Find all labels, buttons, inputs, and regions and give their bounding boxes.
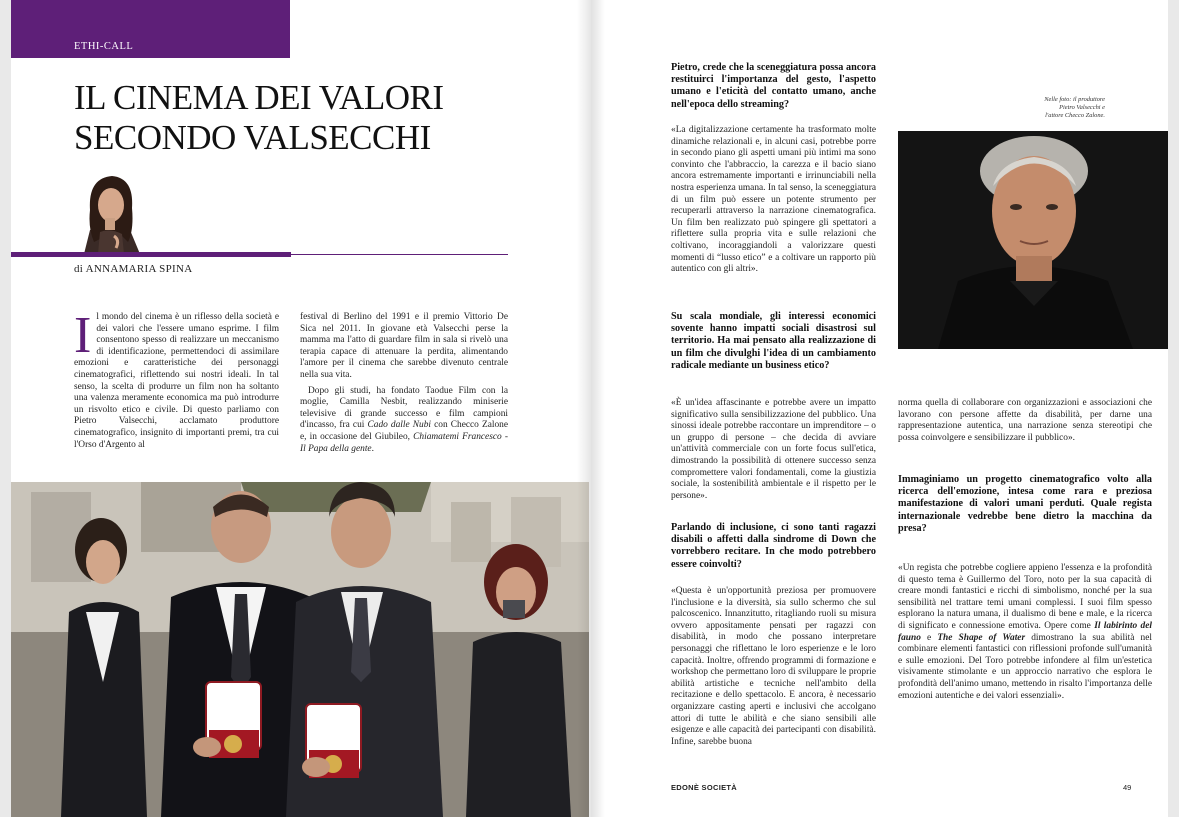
portrait-photo: [898, 131, 1168, 349]
answer-3-continued: norma quella di collaborare con organizzazioni e associazioni che lavorano con persone affette da disabilità, per darne una rappresentazione autentica, una narrazione senza stereotipi che possa coinvolgere e sensibilizzare il pubblico».: [898, 398, 1152, 443]
page-number: 49: [1123, 783, 1132, 792]
answer-4: [898, 563, 1152, 702]
paragraph-text: «Un regista che potrebbe cogliere appieno l'essenza e la profondità di questo tema è Guillermo del Toro, noto per la sua capacità di creare mondi fantastici e ricchi di simbolismo, nonché per la sua sensibilità nel trattare temi umani complessi. I suoi film spesso esplorano la natura umana, il dualismo di bene e male, e la ricerca di significato e connessione emotiva. Opere come: [898, 563, 1152, 631]
award-ceremony-photo: [11, 482, 589, 817]
gutter-shadow: [591, 0, 605, 817]
headline: [74, 78, 514, 158]
answer-3: «Questa è un'opportunità preziosa per promuovere l'inclusione e la diversità, sia sullo schermo che sul palcoscenico. Innanzitutto, ritagliando ruoli su misura ovvero appositamente pensati per ragazzi con disabilità, in modo che possano interpretare personaggi che riflettano le loro esperienze e le loro capacità. Inoltre, offrendo programmi di formazione e workshop che permettano loro di sviluppare le proprie abilità artistiche e tecniche nell'ambito della recitazione e dello spettacolo. E ancora, è necessario organizzare casting aperti e inclusivi che accolgano attori di tutte le abilità e che siano sensibili alle esigenze e alle capacità dei partecipanti con disabilità. Infine, sarebbe buona: [671, 586, 876, 747]
answer-1: «La digitalizzazione certamente ha trasformato molte dinamiche relazionali e, in alcuni casi, potrebbe porre in secondo piano gli aspetti umani più intimi ma sono convinto che l'abbraccio, la carezza e il bacio siano ancora estremamente importanti e irrinunciabili nella nostra esperienza umana. In tal senso, la sceneggiatura di un film può essere un potente strumento per recuperarli attraverso la narrazione cinematografica. Un film ben realizzato può spingere gli spettatori a riflettere sulla propria vita e sulle relazioni che coltivano, incoraggiandoli a valorizzare questi momenti di “lusso etico” e a coltivare un rapporto più autentico con gli altri».: [671, 125, 876, 275]
headline-line-2: SECONDO VALSECCHI: [74, 118, 431, 157]
drop-cap: I: [74, 307, 92, 364]
film-title: The Shape of Water: [937, 632, 1026, 643]
paragraph-text: dimostrano la sua abilità nel combinare elementi fantastici con riflessioni profonde sull'umanità e sulle emozioni. Del Toro potrebbe infondere al film un'estetica visivamente stimolante e un approccio narrativo che esplora le profondità dell'animo umano, mettendo in risalto l'importanza delle emozioni autentiche e dei valori essenziali».: [898, 632, 1152, 701]
section-label: ETHI-CALL: [74, 41, 134, 52]
section-bar: [11, 0, 290, 58]
paragraph-text: Dopo gli studi, ha fondato Taodue Film con la moglie, Camilla Nesbit, realizzando miniserie televisive di grande successo e film campioni d'incasso, fra cui: [300, 385, 508, 431]
column-2-paragraph-2: [300, 386, 508, 456]
left-page: [11, 0, 591, 817]
film-title: Il labirinto del fauno: [898, 620, 1152, 643]
footer-magazine-name: EDONÈ SOCIETÀ: [671, 783, 737, 792]
divider-thick: [11, 252, 291, 257]
article-column-2: [300, 312, 508, 459]
paragraph-text: e: [920, 632, 938, 643]
question-3: Parlando di inclusione, ci sono tanti ragazzi disabili o affetti dalla sindrome di Down che vorrebbero recitare. In che modo potrebbero essere coinvolti?: [671, 522, 876, 570]
photo-caption: [989, 96, 1105, 121]
paragraph-text: .: [371, 443, 374, 454]
paragraph-text: con Checco Zalone e, in occasione del Giubileo,: [300, 420, 509, 442]
column-2-paragraph-1: festival di Berlino del 1991 e il premio Vittorio De Sica nel 2011. In giovane età Valsecchi perse la mamma ma l'atto di guardare film in sala si rivelò una terapia capace di attenuare la perdita, alimentando l'amore per il cinema che sarebbe divenuto centrale nella sua vita.: [300, 312, 508, 380]
column-1-text: l mondo del cinema è un riflesso della società e dei valori che l'essere umano esprime. I film consentono spesso di realizzare un meccanismo di identificazione, permettendoci di assimilare emozioni e caratteristiche dei personaggi cinematografici, riflettendo sui nostri ideali. In tal senso, la scelta di produrre un film non ha soltanto una valenza meramente economica ma può introdurre un risvolto etico e civile. Di questo parliamo con Pietro Valsecchi, acclamato produttore cinematografico, insignito di importanti premi, tra cui l'Orso d'Argento al: [74, 312, 279, 450]
divider-thin: [291, 254, 508, 255]
author-photo: [70, 170, 150, 254]
question-2: Su scala mondiale, gli interessi economici sovente hanno impatti sociali disastrosi sul territorio. Ha mai pensato alla realizzazione di un film che divulghi l'idea di un cambiamento radicale mediante un business etico?: [671, 311, 876, 371]
headline-line-1: IL CINEMA DEI VALORI: [74, 78, 444, 117]
answer-2: «È un'idea affascinante e potrebbe avere un impatto significativo sulla sensibilizzazione del pubblico. Una sinossi ideale potrebbe raccontare un imprenditore – o un gruppo di persone – che decida di avviare un'attività commerciale con un forte focus sull'etica, dimostrando la possibilità di ottenere successo senza compromettere valori fondamentali, come la giustizia sociale, la sostenibilità ambientale e il rispetto per le persone».: [671, 398, 876, 501]
caption-line-2: Pietro Valsecchi e: [1059, 104, 1105, 112]
right-page: [591, 0, 1168, 817]
caption-line-1: Nelle foto: il produttore: [1044, 96, 1105, 103]
gutter-shadow: [577, 0, 591, 817]
byline: di ANNAMARIA SPINA: [74, 263, 193, 275]
caption-line-3: l'attore Checco Zalone.: [1045, 112, 1105, 120]
film-title: Cado dalle Nubi: [367, 420, 432, 431]
article-column-1: [74, 307, 279, 451]
film-title: Chiamatemi Francesco - Il Papa della gente: [300, 431, 508, 454]
question-1: Pietro, crede che la sceneggiatura possa ancora restituirci l'importanza del gesto, l'aspetto umano e l'eticità del contatto umano, anche nell'epoca dello streaming?: [671, 62, 876, 110]
question-4: Immaginiamo un progetto cinematografico volto alla ricerca dell'emozione, intesa come rara e preziosa manifestazione di valori umani perduti. Quale regista internazionale vedrebbe bene dietro la macchina da presa?: [898, 474, 1152, 534]
